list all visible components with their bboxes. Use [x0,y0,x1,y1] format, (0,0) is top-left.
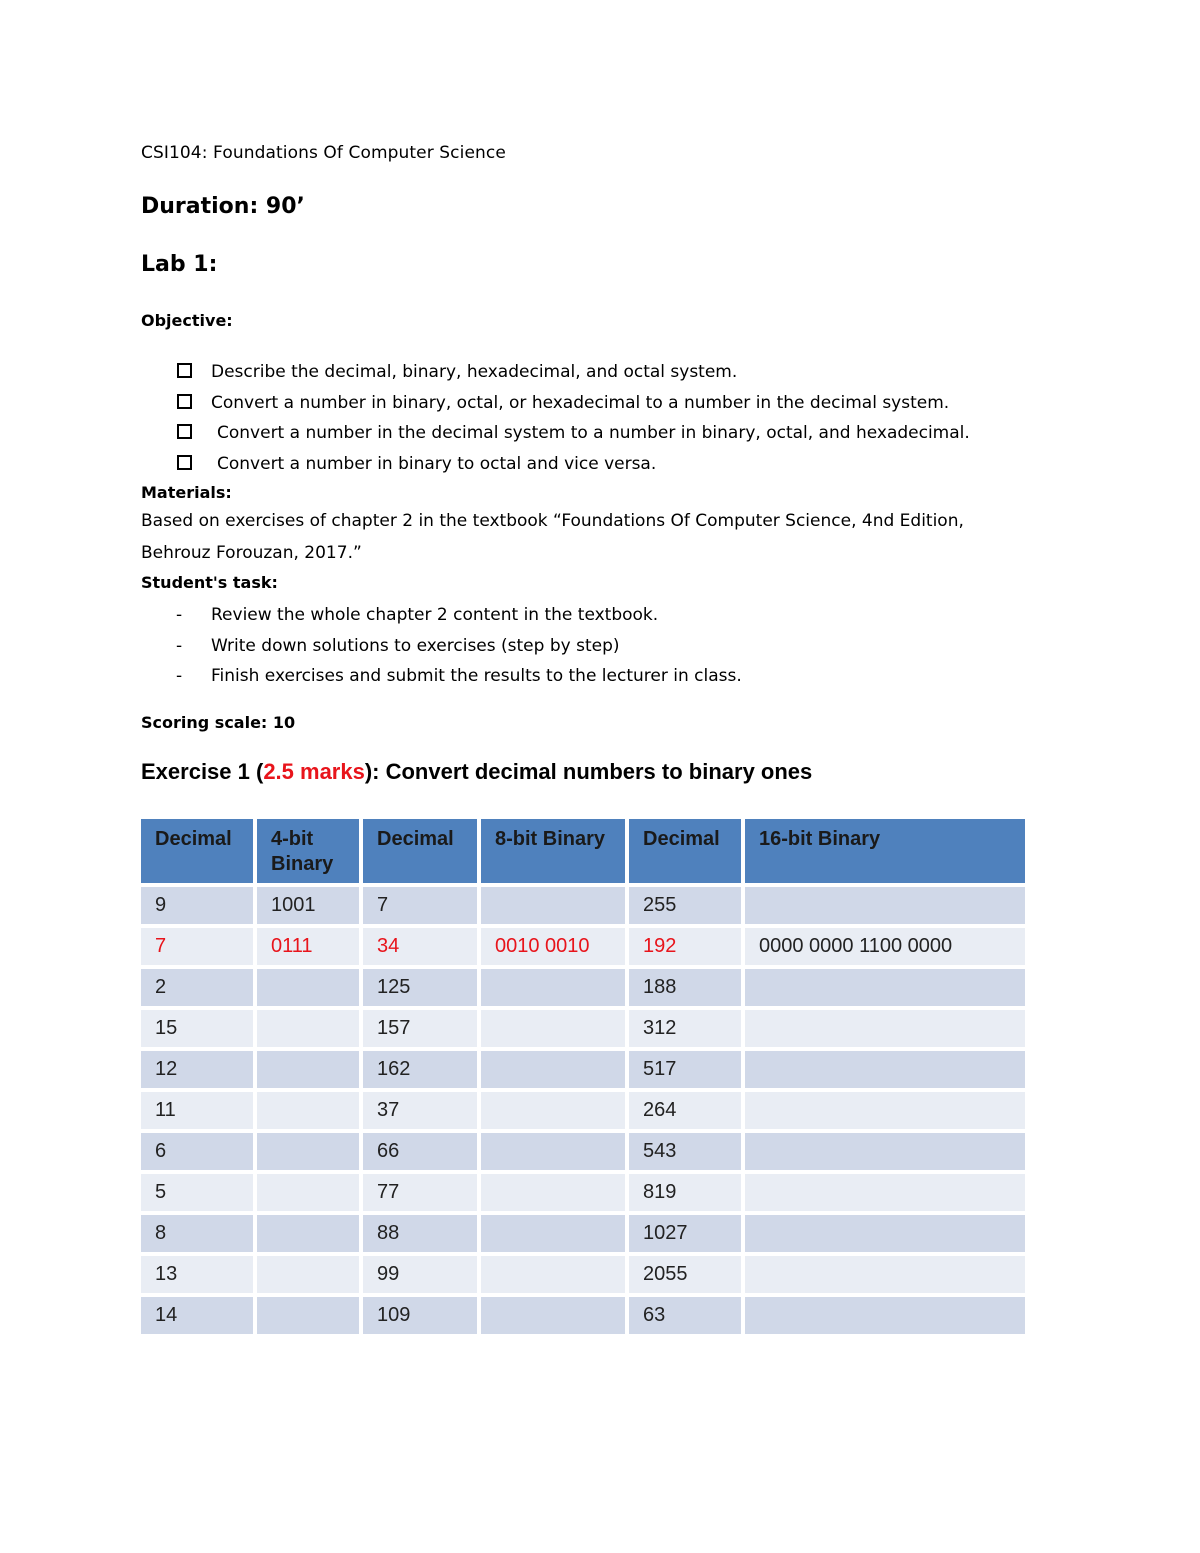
table-row [141,1174,1025,1211]
table-cell [257,1297,359,1334]
table-cell [481,1133,625,1170]
header-4bit-binary: 4-bit Binary [257,819,359,883]
lab-heading: Lab 1: [141,252,218,277]
table-row [141,1256,1025,1293]
task-text: Write down solutions to exercises (step by step) [211,635,620,656]
table-row [141,1051,1025,1088]
table-cell: 0010 0010 [481,928,625,965]
table-row [141,1215,1025,1252]
duration-heading: Duration: 90’ [141,194,305,219]
table-row [141,1133,1025,1170]
table-cell: 9 [141,887,253,924]
table-cell: 12 [141,1051,253,1088]
conversion-table [137,815,1029,1338]
table-cell: 162 [363,1051,477,1088]
exercise-prefix: Exercise 1 ( [141,759,264,784]
table-cell [257,1133,359,1170]
table-cell: 34 [363,928,477,965]
header-decimal: Decimal [363,819,477,883]
table-cell [745,1051,1025,1088]
table-row [141,1297,1025,1334]
dash-bullet: - [176,635,183,656]
objective-text: Convert a number in the decimal system to a number in binary, octal, and hexadecimal. [217,423,970,443]
checkbox-bullet-icon [177,394,192,409]
student-task-label: Student's task: [141,573,278,592]
table-cell [257,1051,359,1088]
table-row [141,887,1025,924]
table-cell: 7 [363,887,477,924]
table-cell [745,887,1025,924]
table-cell [481,1051,625,1088]
table-cell: 63 [629,1297,741,1334]
table-cell [481,1215,625,1252]
table-header-row [141,819,1025,883]
table-cell [481,887,625,924]
table-cell [745,1133,1025,1170]
table-cell: 109 [363,1297,477,1334]
table-cell: 0000 0000 1100 0000 [745,928,1025,965]
table-cell: 543 [629,1133,741,1170]
table-cell [745,1010,1025,1047]
materials-text-line1: Based on exercises of chapter 2 in the textbook “Foundations Of Computer Science, 4nd Edition, [141,511,964,531]
table-cell: 6 [141,1133,253,1170]
table-cell [257,1010,359,1047]
checkbox-bullet-icon [177,424,192,439]
materials-label: Materials: [141,483,232,502]
materials-text-line2: Behrouz Forouzan, 2017.” [141,543,362,563]
table-cell: 14 [141,1297,253,1334]
table-cell: 2055 [629,1256,741,1293]
table-cell [257,1256,359,1293]
table-cell: 0111 [257,928,359,965]
table-row [141,1010,1025,1047]
course-title: CSI104: Foundations Of Computer Science [141,143,506,163]
table-cell [257,1215,359,1252]
table-cell [257,1092,359,1129]
table-cell: 11 [141,1092,253,1129]
scoring-scale: Scoring scale: 10 [141,713,296,732]
header-decimal: Decimal [141,819,253,883]
table-row [141,1092,1025,1129]
table-cell [481,1092,625,1129]
table-cell: 2 [141,969,253,1006]
table-cell: 517 [629,1051,741,1088]
dash-bullet: - [176,605,183,625]
table-cell [257,969,359,1006]
table-cell: 99 [363,1256,477,1293]
exercise-suffix: ): Convert decimal numbers to binary ones [364,759,813,784]
table-cell [481,1256,625,1293]
table-cell [481,1010,625,1047]
objective-text: Convert a number in binary, octal, or hexadecimal to a number in the decimal system. [211,392,950,413]
table-cell: 15 [141,1010,253,1047]
table-cell: 1027 [629,1215,741,1252]
objective-text: Describe the decimal, binary, hexadecimal, and octal system. [211,362,738,382]
table-cell: 188 [629,969,741,1006]
dash-bullet: - [176,666,183,686]
table-cell: 1001 [257,887,359,924]
table-cell: 88 [363,1215,477,1252]
table-cell: 7 [141,928,253,965]
table-cell [745,1256,1025,1293]
task-text: Finish exercises and submit the results to the lecturer in class. [211,666,742,686]
table-body [141,887,1025,1334]
table-row [141,969,1025,1006]
objective-text: Convert a number in binary to octal and vice versa. [217,453,657,474]
task-text: Review the whole chapter 2 content in the textbook. [211,605,659,625]
table-cell: 37 [363,1092,477,1129]
table-cell: 5 [141,1174,253,1211]
table-cell: 255 [629,887,741,924]
header-decimal: Decimal [629,819,741,883]
table-cell: 819 [629,1174,741,1211]
table-cell [745,1215,1025,1252]
table-cell [745,1174,1025,1211]
table-cell [745,1297,1025,1334]
header-8bit-binary: 8-bit Binary [481,819,625,883]
checkbox-bullet-icon [177,363,192,378]
table-cell: 125 [363,969,477,1006]
header-16bit-binary: 16-bit Binary [745,819,1025,883]
table-cell: 157 [363,1010,477,1047]
table-cell: 312 [629,1010,741,1047]
table-cell [481,1174,625,1211]
table-cell: 77 [363,1174,477,1211]
checkbox-bullet-icon [177,455,192,470]
table-cell: 66 [363,1133,477,1170]
table-cell [481,969,625,1006]
table-cell [745,969,1025,1006]
objective-label: Objective: [141,311,233,330]
exercise-heading [141,759,812,785]
table-cell: 8 [141,1215,253,1252]
table-cell [481,1297,625,1334]
table-cell: 192 [629,928,741,965]
table-cell: 264 [629,1092,741,1129]
table-cell [257,1174,359,1211]
table-cell: 13 [141,1256,253,1293]
table-cell [745,1092,1025,1129]
table-row-example [141,928,1025,965]
exercise-marks: 2.5 marks [263,759,365,784]
